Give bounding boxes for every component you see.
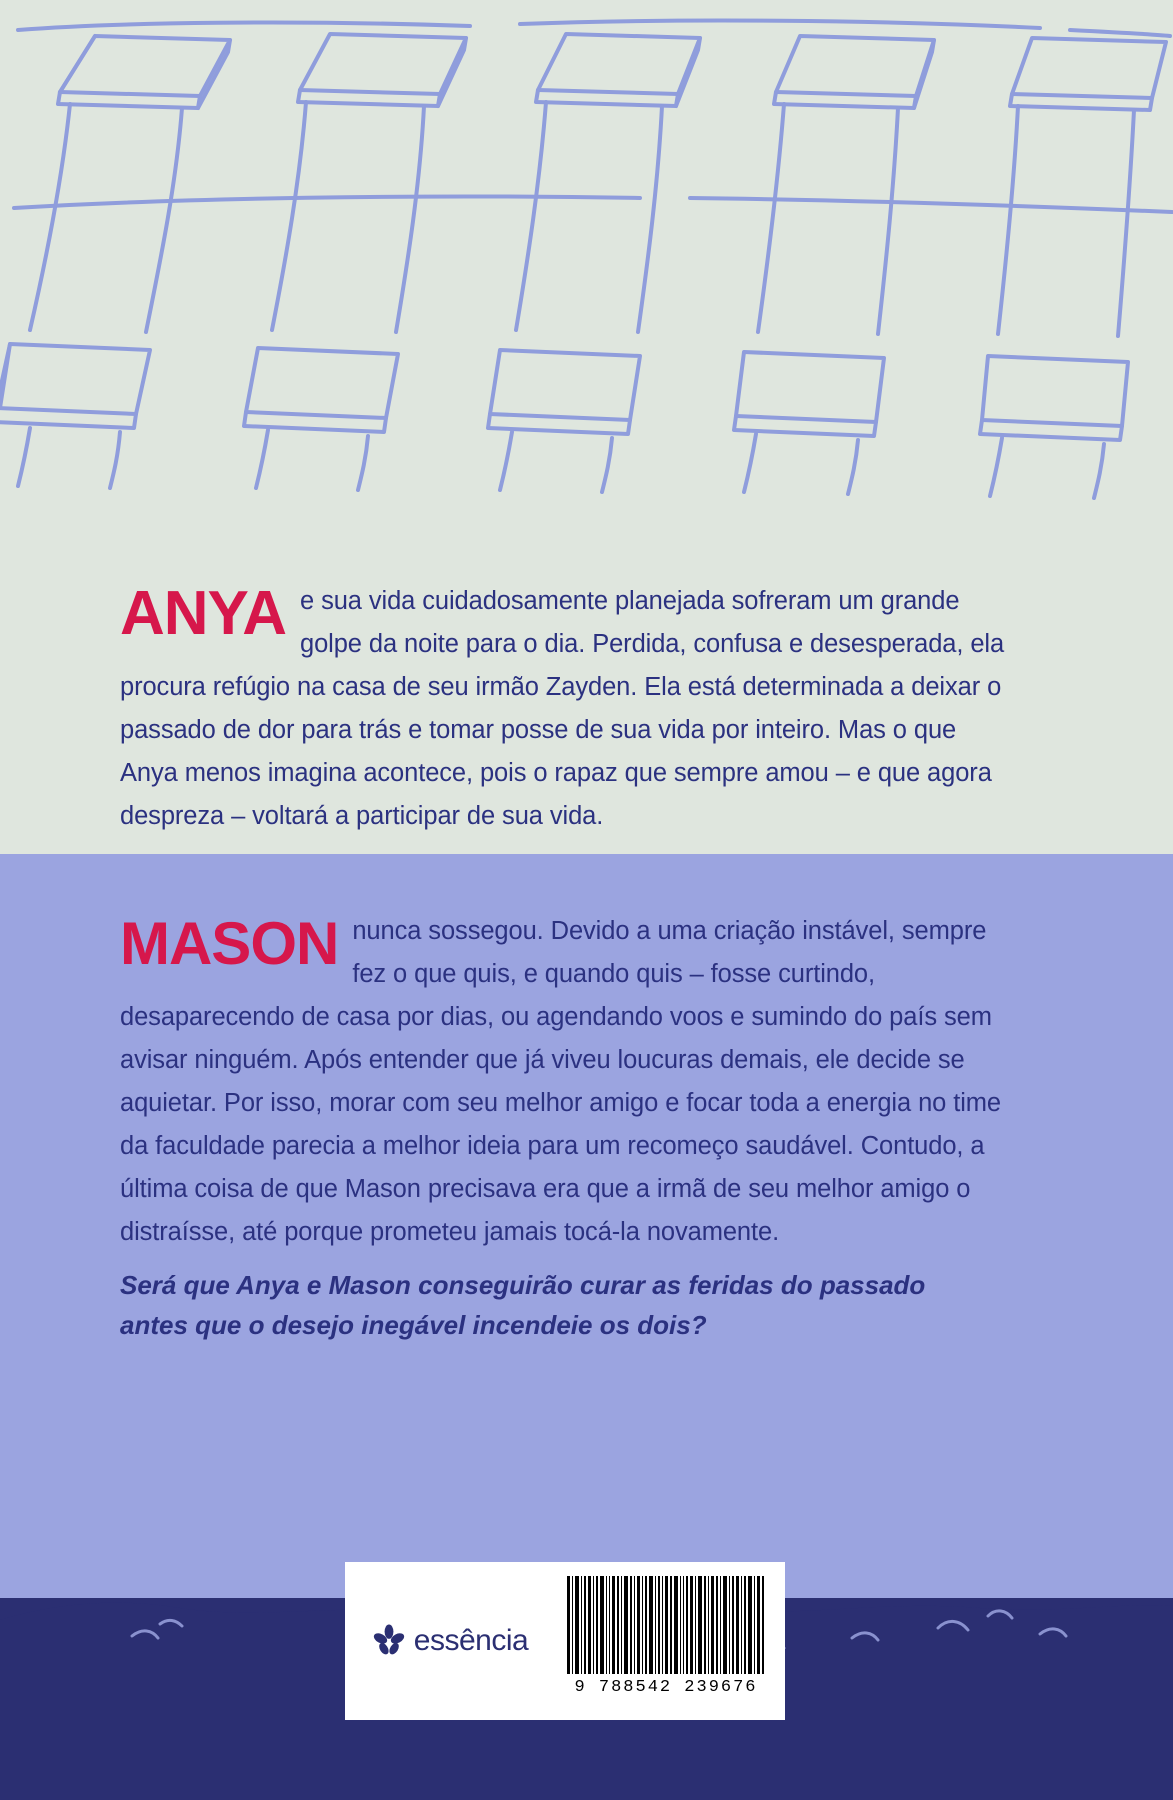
publisher-logo — [345, 1562, 555, 1720]
tagline-question: Será que Anya e Mason conseguirão curar as feridas do passado antes que o desejo inegável incendeie os dois? — [120, 1270, 926, 1340]
barcode-number: 9 788542 239676 — [574, 1678, 758, 1697]
bleachers-illustration — [0, 0, 1173, 520]
mason-body-text: nunca sossegou. Devido a uma criação instável, sempre fez o que quis, e quando quis – fosse curtindo, desaparecendo de casa por dias, ou agendando voos e sumindo do país sem avisar ninguém. Após entender que já viveu loucuras demais, ele decide se aquietar. Por isso, morar com seu melhor amigo e focar toda a energia no time da faculdade parecia a melhor ideia para um recomeço saudável. Contudo, a última coisa de que Mason precisava era que a irmã de seu melhor amigo o distraísse, até porque prometeu jamais tocá-la novamente. — [120, 917, 1001, 1246]
anya-paragraph — [120, 580, 1010, 838]
mason-name-heading: MASON — [120, 910, 339, 977]
publisher-barcode-label — [345, 1562, 785, 1720]
mason-paragraph — [120, 910, 1010, 1254]
barcode — [555, 1562, 785, 1720]
publisher-name: essência — [413, 1624, 529, 1657]
anya-body-text: e sua vida cuidadosamente planejada sofreram um grande golpe da noite para o dia. Perdida, confusa e desesperada, ela procura refúgio na casa de seu irmão Zayden. Ela está determinada a deixar o passado de dor para trás e tomar posse de sua vida por inteiro. Mas o que Anya menos imagina acontece, pois o rapaz que sempre amou – e que agora despreza – voltará a participar de sua vida. — [120, 587, 1005, 830]
barcode-bars — [567, 1576, 766, 1674]
leaf-flower-icon — [372, 1624, 406, 1658]
anya-name-heading: ANYA — [120, 579, 286, 648]
